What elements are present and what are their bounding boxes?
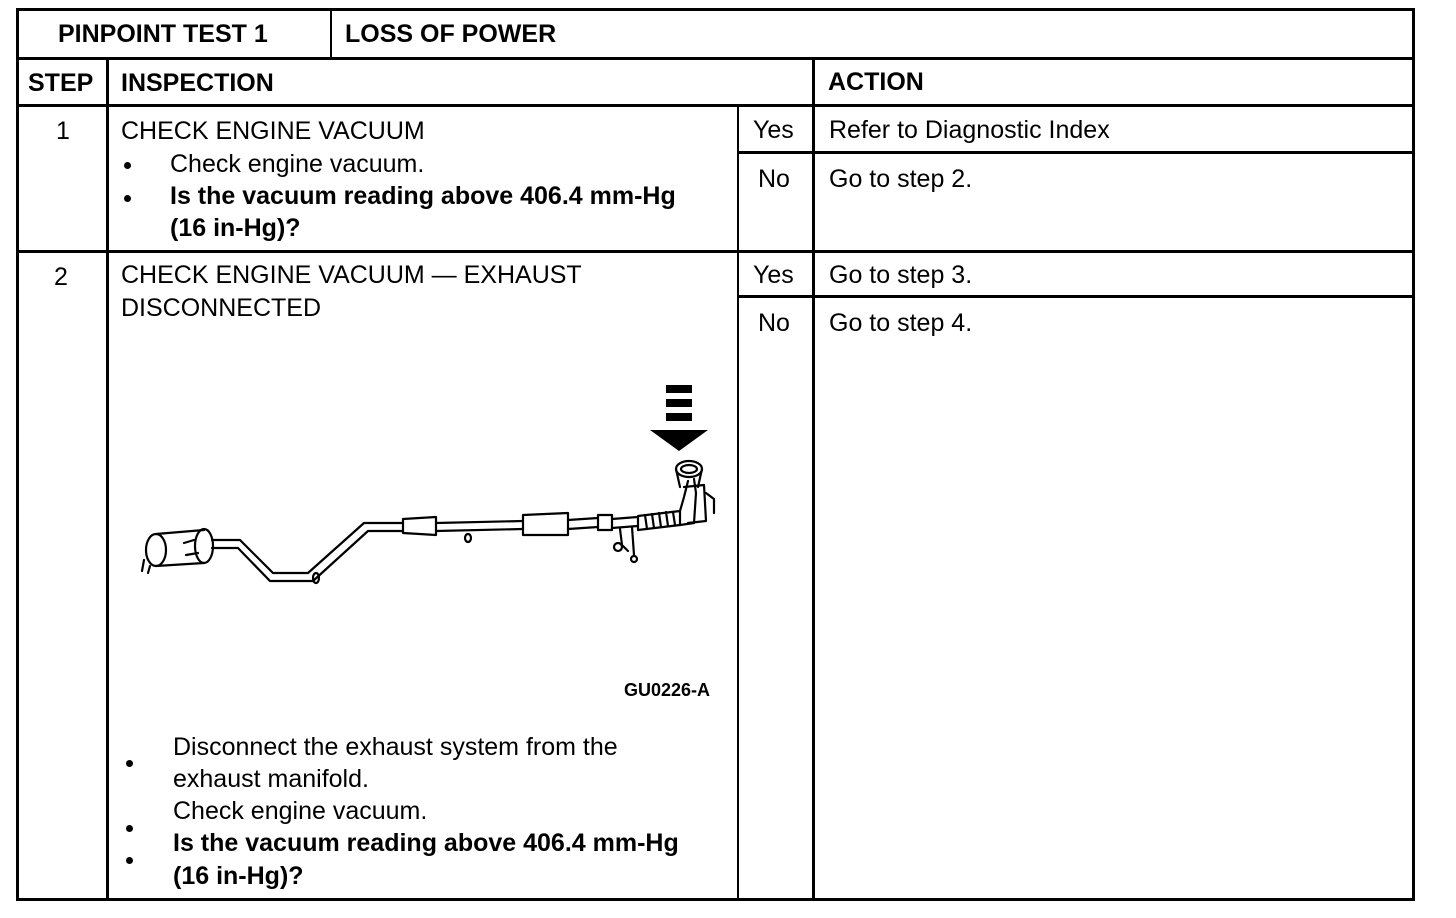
action-text: Refer to Diagnostic Index (829, 116, 1110, 144)
inspection-bullet: Check engine vacuum. (173, 797, 428, 825)
column-header-step: STEP (28, 69, 94, 97)
bullet-icon (126, 857, 133, 864)
action-text: Go to step 4. (829, 309, 973, 337)
column-header-action: ACTION (828, 68, 924, 96)
test-title: LOSS OF POWER (345, 20, 557, 48)
step-title: CHECK ENGINE VACUUM (121, 117, 425, 145)
step-title-cont: DISCONNECTED (121, 294, 322, 322)
inspection-bullet: Disconnect the exhaust system from the (173, 733, 618, 761)
exhaust-system-illustration (128, 375, 728, 585)
step-title: CHECK ENGINE VACUUM — EXHAUST (121, 261, 582, 289)
bullet-icon (126, 825, 133, 832)
inspection-question: Is the vacuum reading above 406.4 mm-Hg (170, 182, 676, 210)
inspection-bullet-cont: exhaust manifold. (173, 765, 369, 793)
column-header-inspection: INSPECTION (121, 69, 274, 97)
inspection-bullet: Check engine vacuum. (170, 150, 425, 178)
inspection-question: Is the vacuum reading above 406.4 mm-Hg (173, 829, 679, 857)
step-number: 1 (56, 117, 70, 145)
action-text: Go to step 3. (829, 261, 973, 289)
bullet-icon (124, 162, 131, 169)
step-number: 2 (54, 263, 68, 291)
action-text: Go to step 2. (829, 165, 973, 193)
inspection-question-cont: (16 in-Hg)? (173, 862, 304, 890)
answer-yes: Yes (753, 116, 794, 144)
answer-no: No (758, 165, 790, 193)
inspection-question-cont: (16 in-Hg)? (170, 214, 301, 242)
answer-yes: Yes (753, 261, 794, 289)
test-id: PINPOINT TEST 1 (58, 20, 268, 48)
bullet-icon (126, 760, 133, 767)
answer-no: No (758, 309, 790, 337)
figure-caption: GU0226-A (624, 680, 711, 700)
bullet-icon (124, 195, 131, 202)
